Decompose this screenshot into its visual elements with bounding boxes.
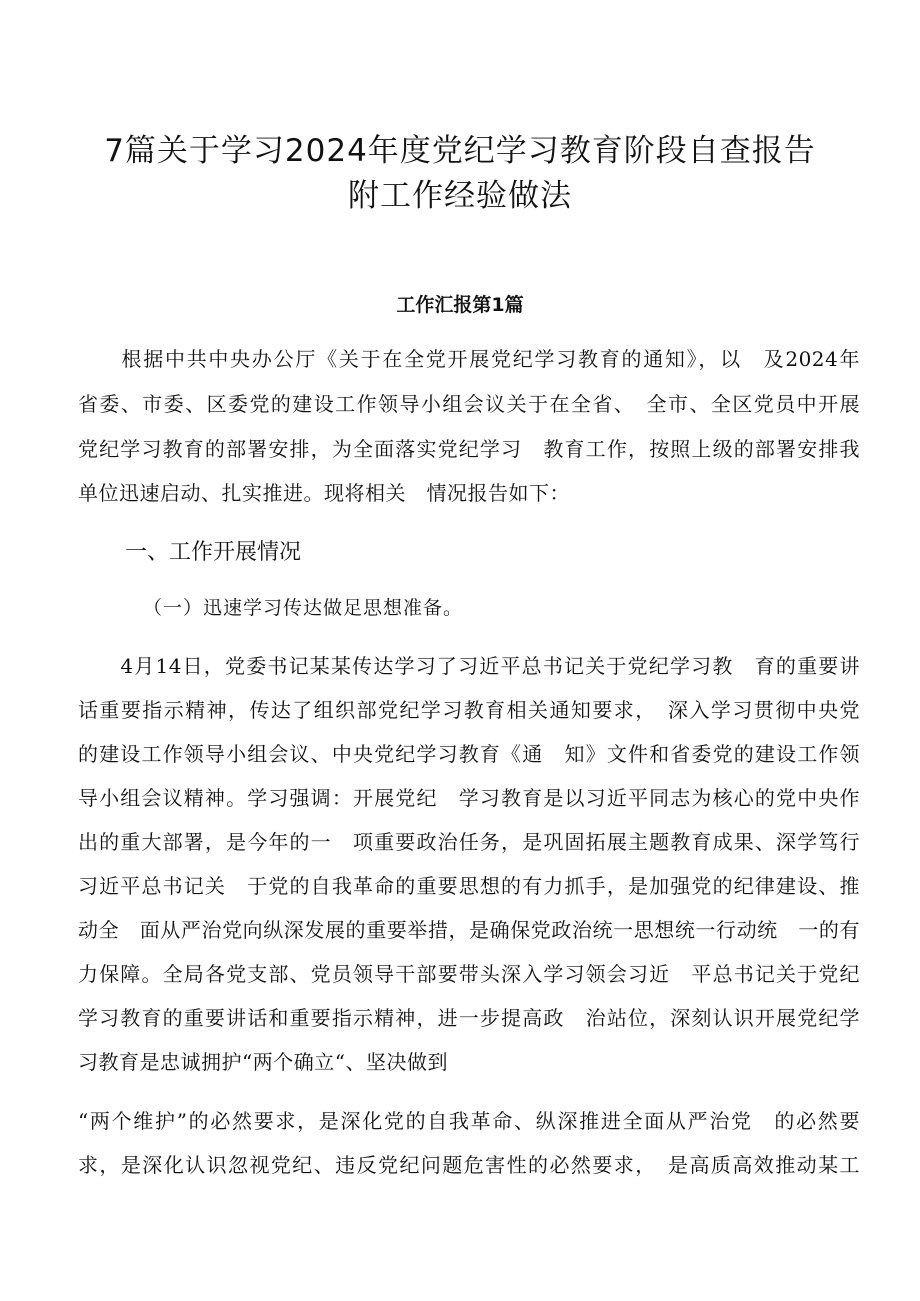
document-title-line-1: 7篇关于学习2024年度党纪学习教育阶段自查报告 — [104, 133, 816, 169]
section-title: 工作汇报第1篇 — [396, 294, 524, 316]
body-line: 出的重大部署，是今年的一 项重要政治任务，是巩固拓展主题教育成果、深学笃行 — [78, 830, 860, 854]
body-line: 力保障。全局各党支部、党员领导干部要带头深入学习领会习近 平总书记关于党纪 — [78, 962, 860, 986]
intro-line: 单位迅速启动、扎实推进。现将相关 情况报告如下： — [78, 481, 570, 505]
body-line: 话重要指示精神，传达了组织部党纪学习教育相关通知要求， 深入学习贯彻中央党 — [78, 698, 860, 722]
body-line: 学习教育的重要讲话和重要指示精神，进一步提高政 治站位，深刻认识开展党纪学 — [78, 1006, 860, 1030]
body-line: 习近平总书记关 于党的自我革命的重要思想的有力抓手，是加强党的纪律建设、推 — [78, 874, 860, 898]
heading-level-1: 一、工作开展情况 — [125, 540, 302, 565]
body-line: 习教育是忠诚拥护“两个确立“、坚决做到 — [78, 1050, 448, 1074]
body-line: 4月14日，党委书记某某传达学习了习近平总书记关于党纪学习教 育的重要讲 — [78, 654, 860, 678]
body-line: 动全 面从严治党向纵深发展的重要举措，是确保党政治统一思想统一行动统 一的有 — [78, 918, 860, 942]
body-line: 导小组会议精神。学习强调：开展党纪 学习教育是以习近平同志为核心的党中央作 — [78, 786, 860, 810]
intro-line: 党纪学习教育的部署安排，为全面落实党纪学习 教育工作，按照上级的部署安排我 — [78, 437, 860, 461]
tail-line: 求，是深化认识忽视党纪、违反党纪问题危害性的必然要求， 是高质高效推动某工 — [78, 1153, 860, 1177]
document-title-line-2: 附工作经验做法 — [348, 178, 572, 214]
tail-line: “两个维护”的必然要求，是深化党的自我革命、纵深推进全面从严治党 的必然要 — [78, 1109, 860, 1133]
heading-level-2: （一）迅速学习传达做足思想准备。 — [143, 597, 464, 619]
body-line: 的建设工作领导小组会议、中央党纪学习教育《通 知》文件和省委党的建设工作领 — [78, 742, 860, 766]
intro-line: 根据中共中央办公厅《关于在全党开展党纪学习教育的通知》，以 及2024年 — [78, 347, 860, 371]
intro-line: 省委、市委、区委党的建设工作领导小组会议关于在全省、 全市、全区党员中开展 — [78, 392, 860, 416]
